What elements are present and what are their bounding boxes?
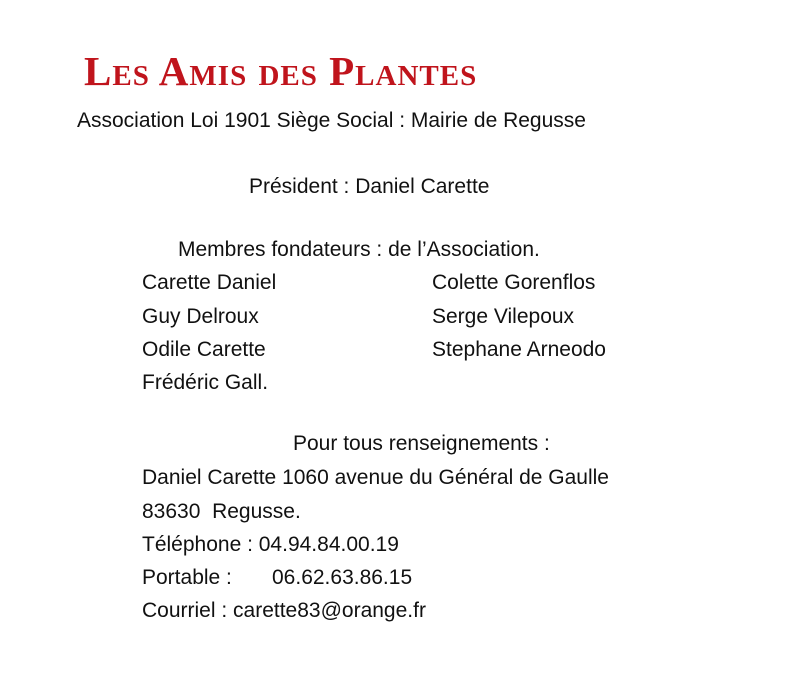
contact-phone: Téléphone : 04.94.84.00.19 [142,533,399,556]
contact-mobile-label: Portable : [142,566,232,589]
founders-heading: Membres fondateurs : de l’Association. [178,238,540,261]
contact-address: Daniel Carette 1060 avenue du Général de Gaulle [142,466,609,489]
founder-name: Odile Carette [142,338,266,361]
contact-city: 83630 Regusse. [142,500,301,523]
founder-name: Carette Daniel [142,271,277,294]
contact-heading: Pour tous renseignements : [293,432,550,455]
contact-email: Courriel : carette83@orange.fr [142,599,426,622]
founder-name: Stephane Arneodo [432,338,606,361]
founder-name: Colette Gorenflos [432,271,596,294]
contact-mobile-number: 06.62.63.86.15 [272,566,413,589]
contact-mobile [142,565,412,591]
founder-name: Guy Delroux [142,305,259,328]
page-title: Les Amis des Plantes [84,48,478,94]
founder-name: Serge Vilepoux [432,305,575,328]
president-line: Président : Daniel Carette [249,175,490,198]
association-subtitle: Association Loi 1901 Siège Social : Mairie de Regusse [77,109,586,132]
founder-name: Frédéric Gall. [142,371,269,394]
